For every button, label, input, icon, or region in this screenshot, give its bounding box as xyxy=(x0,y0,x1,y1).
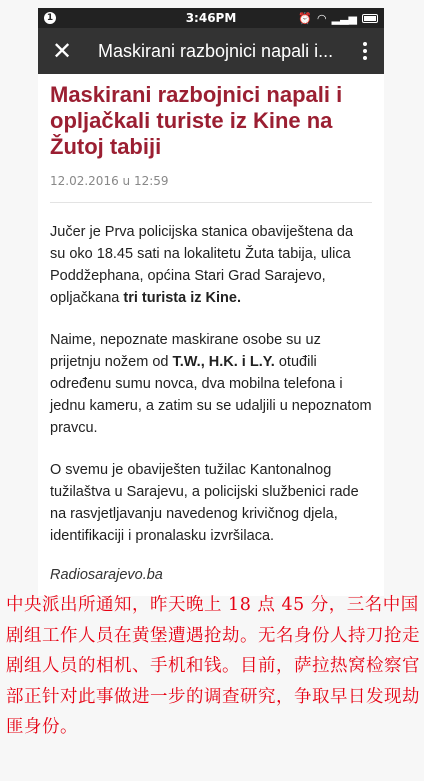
notification-badge: 1 xyxy=(44,12,56,24)
status-bar xyxy=(38,8,384,28)
paragraph-1-text: Jučer je Prva policijska stanica obaviještena da su oko 18.45 sati na lokalitetu Žuta tabija, ulica Poddžephana, općina Stari Grad Sarajevo, opljačkana xyxy=(50,224,354,306)
paragraph-2-bold: T.W., H.K. i L.Y. xyxy=(172,354,275,370)
status-time: 3:46PM xyxy=(185,11,237,25)
close-icon[interactable]: ✕ xyxy=(51,37,73,65)
app-bar-title: Maskirani razbojnici napali i... xyxy=(98,40,334,61)
battery-icon xyxy=(362,14,378,23)
signal-icon: ▂▃▅ xyxy=(331,11,357,25)
article-headline: Maskirani razbojnici napali i opljačkali turiste iz Kine na Žutoj tabiji xyxy=(50,82,343,159)
status-right xyxy=(298,12,378,25)
article-content xyxy=(38,74,384,596)
article-source: Radiosarajevo.ba xyxy=(50,567,163,583)
alarm-icon: ⏰ xyxy=(298,11,312,25)
paragraph-2-text-b: otuđili određenu sumu novca, dva mobilna telefona i jednu kameru, a zatim su se udaljili u nepoznatom pravcu. xyxy=(50,354,372,436)
paragraph-3: O svemu je obaviješten tužilac Kantonalnog tužilaštva u Sarajevu, a policijski službenici rade na rasvjetljavanju navedenog krivičnog djela, identifikaciji i pronalasku izvršilaca. xyxy=(50,462,359,544)
paragraph-2-text-a: Naime, nepoznate maskirane osobe su uz prijetnju nožem od xyxy=(50,332,321,370)
phone-screen xyxy=(38,8,384,596)
article-date: 12.02.2016 u 12:59 xyxy=(50,174,169,188)
more-menu-icon[interactable] xyxy=(354,37,376,65)
status-left xyxy=(44,12,56,24)
paragraph-1-bold: tri turista iz Kine. xyxy=(123,290,241,306)
paragraph-2 xyxy=(50,329,372,439)
chinese-caption: 中央派出所通知，昨天晚上 18 点 45 分，三名中国剧组工作人员在黄堡遭遇抢劫。无名身份人持刀抢走剧组人员的相机、手机和钱。目前，萨拉热窝检察官部正针对此事做进一步的调查研究，争取早日发现劫匪身份。 xyxy=(6,595,420,737)
app-bar xyxy=(38,28,384,74)
paragraph-1 xyxy=(50,221,372,309)
divider xyxy=(50,202,372,203)
wifi-icon: ◠ xyxy=(317,11,327,25)
